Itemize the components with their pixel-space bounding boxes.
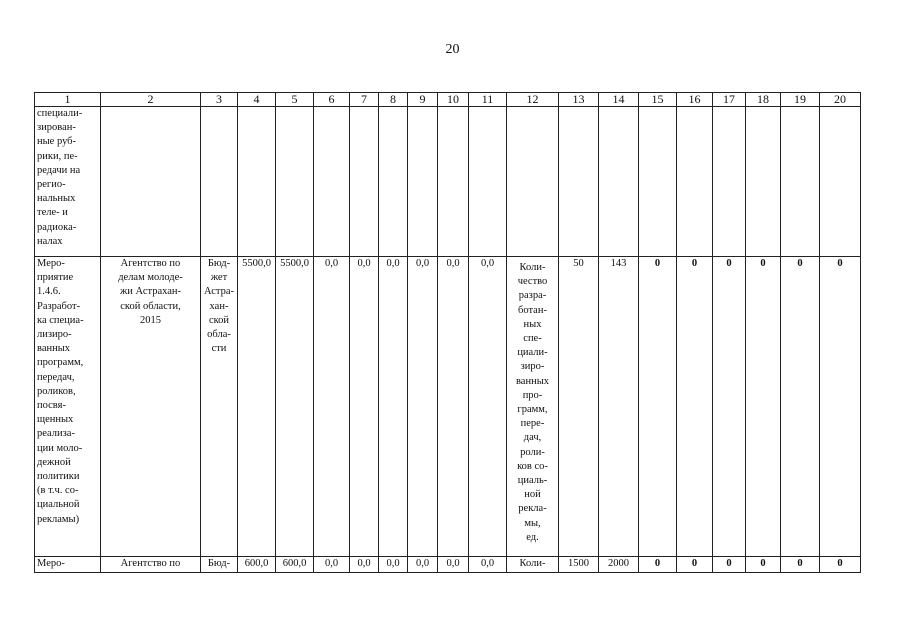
indicator-name-cell: Коли- чество разра- ботан- ных спе- циали- зиро- ванных про- грамм, пере- дач, роли- ков со- циаль- ной рекла- мы, ед. xyxy=(507,257,559,557)
indicator-value-cell: 0 xyxy=(820,557,861,573)
funding-source-cell: Бюд- xyxy=(201,557,238,573)
amount-cell: 0,0 xyxy=(469,257,507,557)
empty-cell xyxy=(713,107,746,257)
program-table xyxy=(34,92,861,573)
empty-cell xyxy=(639,107,677,257)
indicator-value-cell: 1500 xyxy=(559,557,599,573)
indicator-value-cell: 0 xyxy=(639,257,677,557)
header-cell: 2 xyxy=(101,93,201,107)
empty-cell xyxy=(746,107,781,257)
amount-cell: 600,0 xyxy=(238,557,276,573)
header-cell: 6 xyxy=(314,93,350,107)
amount-cell: 0,0 xyxy=(408,257,438,557)
empty-cell xyxy=(677,107,713,257)
header-cell: 17 xyxy=(713,93,746,107)
executor-cell: Агентство по делам молоде- жи Астрахан- ской области, 2015 xyxy=(101,257,201,557)
indicator-value-cell: 0 xyxy=(746,257,781,557)
indicator-value-cell: 0 xyxy=(820,257,861,557)
header-cell: 20 xyxy=(820,93,861,107)
empty-cell xyxy=(781,107,820,257)
empty-cell xyxy=(469,107,507,257)
header-cell: 4 xyxy=(238,93,276,107)
activity-name-cell: Меро- xyxy=(35,557,101,573)
header-cell: 3 xyxy=(201,93,238,107)
empty-cell xyxy=(238,107,276,257)
amount-cell: 0,0 xyxy=(379,557,408,573)
empty-cell xyxy=(276,107,314,257)
empty-cell xyxy=(314,107,350,257)
table-row xyxy=(35,557,861,573)
header-cell: 18 xyxy=(746,93,781,107)
amount-cell: 0,0 xyxy=(350,257,379,557)
header-row xyxy=(35,93,861,107)
amount-cell: 0,0 xyxy=(379,257,408,557)
empty-cell xyxy=(599,107,639,257)
indicator-value-cell: 0 xyxy=(677,257,713,557)
funding-source-cell: Бюд- жет Астра- хан- ской обла- сти xyxy=(201,257,238,557)
indicator-value-cell: 0 xyxy=(713,257,746,557)
amount-cell: 0,0 xyxy=(469,557,507,573)
header-cell: 14 xyxy=(599,93,639,107)
indicator-value-cell: 50 xyxy=(559,257,599,557)
amount-cell: 0,0 xyxy=(408,557,438,573)
empty-cell xyxy=(820,107,861,257)
header-cell: 7 xyxy=(350,93,379,107)
indicator-name-cell: Коли- xyxy=(507,557,559,573)
header-cell: 19 xyxy=(781,93,820,107)
indicator-value-cell: 0 xyxy=(639,557,677,573)
header-cell: 16 xyxy=(677,93,713,107)
empty-cell xyxy=(201,107,238,257)
indicator-value-cell: 0 xyxy=(781,557,820,573)
row-a-name-cell: специали- зирован- ные руб- рики, пе- редачи на регио- нальных теле- и радиока- налах xyxy=(35,107,101,257)
amount-cell: 0,0 xyxy=(314,257,350,557)
table-row xyxy=(35,107,861,257)
header-cell: 10 xyxy=(438,93,469,107)
activity-name-cell: Меро- приятие 1.4.6. Разработ- ка специа- лизиро- ванных программ, передач, роликов, посвя- щенных реализа- ции моло- дежной политики (в т.ч. со- циальной рекламы) xyxy=(35,257,101,557)
table-row xyxy=(35,257,861,557)
empty-cell xyxy=(408,107,438,257)
header-cell: 12 xyxy=(507,93,559,107)
empty-cell xyxy=(559,107,599,257)
header-cell: 8 xyxy=(379,93,408,107)
indicator-value-cell: 0 xyxy=(713,557,746,573)
executor-cell: Агентство по xyxy=(101,557,201,573)
amount-cell: 0,0 xyxy=(438,557,469,573)
indicator-value-cell: 2000 xyxy=(599,557,639,573)
header-cell: 13 xyxy=(559,93,599,107)
indicator-value-cell: 0 xyxy=(746,557,781,573)
empty-cell xyxy=(379,107,408,257)
indicator-value-cell: 0 xyxy=(677,557,713,573)
amount-cell: 5500,0 xyxy=(238,257,276,557)
header-cell: 9 xyxy=(408,93,438,107)
header-cell: 1 xyxy=(35,93,101,107)
empty-cell xyxy=(101,107,201,257)
empty-cell xyxy=(507,107,559,257)
header-cell: 5 xyxy=(276,93,314,107)
header-cell: 11 xyxy=(469,93,507,107)
amount-cell: 0,0 xyxy=(438,257,469,557)
empty-cell xyxy=(438,107,469,257)
page-number: 20 xyxy=(445,42,460,57)
amount-cell: 0,0 xyxy=(314,557,350,573)
amount-cell: 0,0 xyxy=(350,557,379,573)
amount-cell: 600,0 xyxy=(276,557,314,573)
indicator-value-cell: 0 xyxy=(781,257,820,557)
empty-cell xyxy=(350,107,379,257)
amount-cell: 5500,0 xyxy=(276,257,314,557)
header-cell: 15 xyxy=(639,93,677,107)
indicator-value-cell: 143 xyxy=(599,257,639,557)
